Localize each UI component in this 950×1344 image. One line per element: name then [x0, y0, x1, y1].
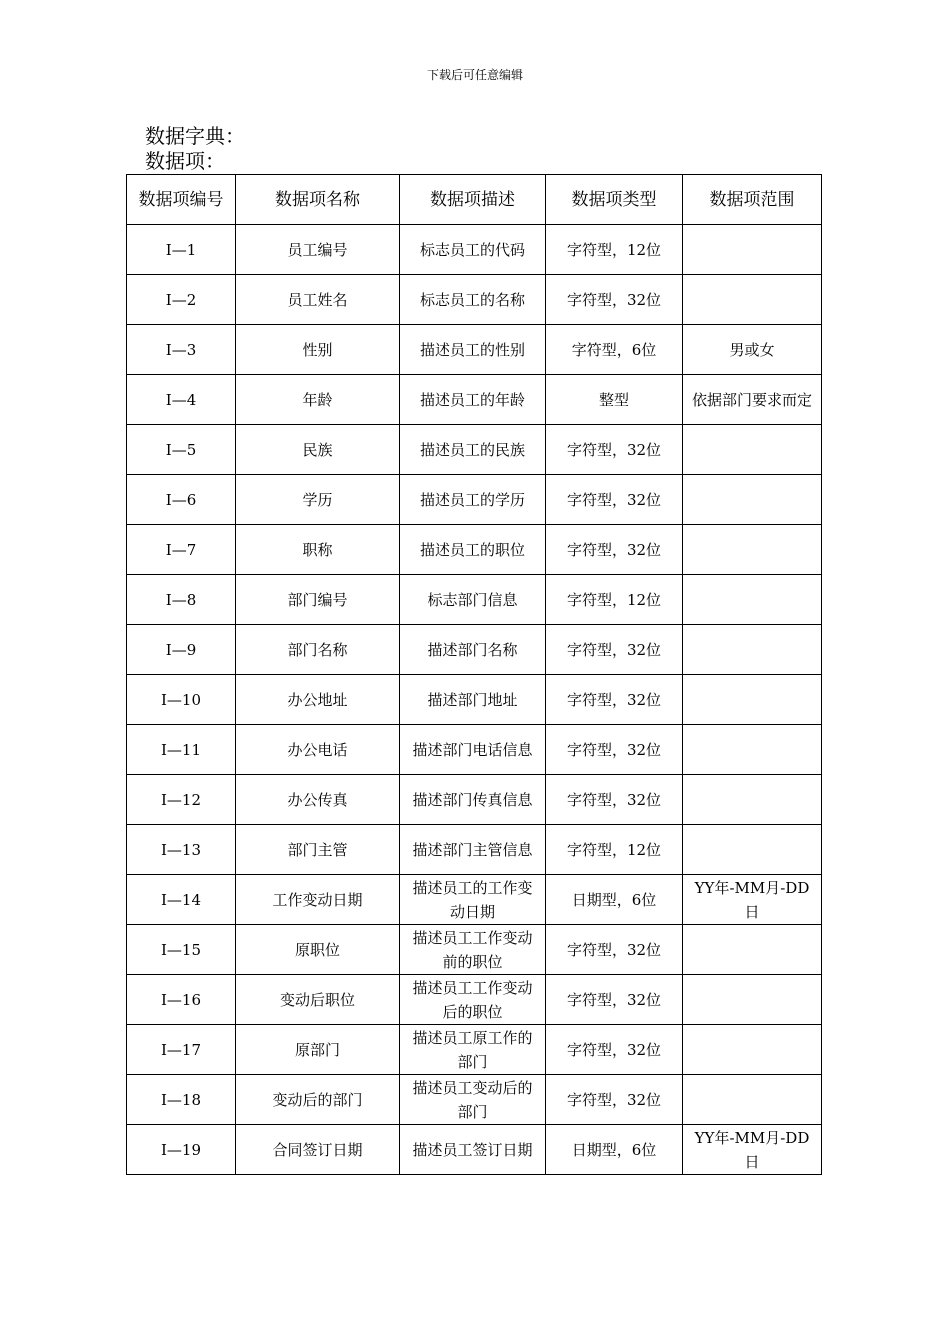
table-cell: 描述员工的职位 [400, 525, 546, 575]
table-row [127, 1025, 822, 1075]
table-cell [683, 1025, 822, 1075]
table-cell: 部门名称 [236, 625, 400, 675]
table-cell: 日期型，6位 [546, 875, 683, 925]
table-cell: 字符型，32位 [546, 775, 683, 825]
table-cell: 标志员工的名称 [400, 275, 546, 325]
table-cell: I—3 [127, 325, 236, 375]
table-cell [683, 675, 822, 725]
table-cell: I—16 [127, 975, 236, 1025]
table-header-row [127, 175, 822, 225]
table-row [127, 425, 822, 475]
table-cell: 原部门 [236, 1025, 400, 1075]
table-cell [683, 825, 822, 875]
data-dictionary-table [126, 174, 822, 1175]
table-cell: I—12 [127, 775, 236, 825]
table-cell: 办公地址 [236, 675, 400, 725]
table-cell: I—2 [127, 275, 236, 325]
table-cell: 描述员工的工作变动日期 [400, 875, 546, 925]
table-cell: I—9 [127, 625, 236, 675]
table-cell [683, 775, 822, 825]
table-cell [683, 725, 822, 775]
table-row [127, 1075, 822, 1125]
table-cell [683, 225, 822, 275]
table-cell: 描述员工变动后的部门 [400, 1075, 546, 1125]
table-cell: 部门编号 [236, 575, 400, 625]
table-cell: 字符型，32位 [546, 475, 683, 525]
table-row [127, 775, 822, 825]
table-cell: 字符型，32位 [546, 425, 683, 475]
header-cell: 数据项类型 [546, 175, 683, 225]
table-cell: 整型 [546, 375, 683, 425]
table-cell: 标志员工的代码 [400, 225, 546, 275]
table-cell: 字符型，32位 [546, 975, 683, 1025]
table-row [127, 325, 822, 375]
table-cell: YY年-MM月-DD日 [683, 1125, 822, 1175]
table-cell: 变动后的部门 [236, 1075, 400, 1125]
table-cell: I—10 [127, 675, 236, 725]
table-cell: 男或女 [683, 325, 822, 375]
table-cell [683, 575, 822, 625]
table-row [127, 1125, 822, 1175]
table-cell: 描述员工的学历 [400, 475, 546, 525]
table-cell: I—5 [127, 425, 236, 475]
table-row [127, 225, 822, 275]
table-cell: 描述员工的性别 [400, 325, 546, 375]
table-cell: 职称 [236, 525, 400, 575]
table-cell: 描述员工原工作的部门 [400, 1025, 546, 1075]
table-cell: 字符型，12位 [546, 825, 683, 875]
table-cell: I—8 [127, 575, 236, 625]
table-cell: 日期型，6位 [546, 1125, 683, 1175]
table-cell: I—19 [127, 1125, 236, 1175]
table-cell: I—4 [127, 375, 236, 425]
table-cell: 字符型，32位 [546, 275, 683, 325]
table-cell: 描述部门名称 [400, 625, 546, 675]
table-cell [683, 975, 822, 1025]
table-cell: I—18 [127, 1075, 236, 1125]
table-cell: 描述部门传真信息 [400, 775, 546, 825]
table-cell: 描述部门主管信息 [400, 825, 546, 875]
table-cell: 性别 [236, 325, 400, 375]
table-row [127, 375, 822, 425]
table-row [127, 275, 822, 325]
table-cell: 字符型，12位 [546, 575, 683, 625]
table-cell: 字符型，6位 [546, 325, 683, 375]
table-cell: 字符型，12位 [546, 225, 683, 275]
table-cell [683, 1075, 822, 1125]
table-cell: YY年-MM月-DD日 [683, 875, 822, 925]
table-row [127, 825, 822, 875]
table-cell: 合同签订日期 [236, 1125, 400, 1175]
table-row [127, 575, 822, 625]
table-cell: 办公传真 [236, 775, 400, 825]
table-row [127, 675, 822, 725]
table-cell [683, 425, 822, 475]
table-cell: 员工姓名 [236, 275, 400, 325]
table-cell: I—1 [127, 225, 236, 275]
table-cell: 标志部门信息 [400, 575, 546, 625]
table-cell: 依据部门要求而定 [683, 375, 822, 425]
table-cell: 工作变动日期 [236, 875, 400, 925]
table-cell: 学历 [236, 475, 400, 525]
header-cell: 数据项名称 [236, 175, 400, 225]
table-cell: 描述部门电话信息 [400, 725, 546, 775]
table-cell: I—7 [127, 525, 236, 575]
header-cell: 数据项描述 [400, 175, 546, 225]
header-cell: 数据项范围 [683, 175, 822, 225]
table-cell: I—17 [127, 1025, 236, 1075]
table-row [127, 875, 822, 925]
table-cell: 字符型，32位 [546, 1025, 683, 1075]
table-cell [683, 525, 822, 575]
table-row [127, 625, 822, 675]
table-cell: 变动后职位 [236, 975, 400, 1025]
table-cell: 描述员工签订日期 [400, 1125, 546, 1175]
table-cell: 描述部门地址 [400, 675, 546, 725]
doc-title: 数据字典： [145, 124, 245, 148]
table-cell: 描述员工工作变动后的职位 [400, 975, 546, 1025]
section-title: 数据项： [145, 149, 225, 173]
header-note: 下载后可任意编辑 [426, 68, 523, 82]
table-cell: I—14 [127, 875, 236, 925]
table-cell [683, 625, 822, 675]
table-cell [683, 925, 822, 975]
table-cell: 原职位 [236, 925, 400, 975]
header-cell: 数据项编号 [127, 175, 236, 225]
table-row [127, 475, 822, 525]
table-cell: 字符型，32位 [546, 675, 683, 725]
table-cell: 部门主管 [236, 825, 400, 875]
table-cell: 年龄 [236, 375, 400, 425]
table-cell: 描述员工的民族 [400, 425, 546, 475]
table-cell: 字符型，32位 [546, 725, 683, 775]
table-cell: 描述员工工作变动前的职位 [400, 925, 546, 975]
table-cell [683, 275, 822, 325]
table-row [127, 975, 822, 1025]
table-cell [683, 475, 822, 525]
table-row [127, 725, 822, 775]
table-cell: 字符型，32位 [546, 1075, 683, 1125]
table-cell: I—15 [127, 925, 236, 975]
table-cell: 民族 [236, 425, 400, 475]
table-cell: I—11 [127, 725, 236, 775]
table-row [127, 525, 822, 575]
table-cell: 办公电话 [236, 725, 400, 775]
table-cell: 员工编号 [236, 225, 400, 275]
table-row [127, 925, 822, 975]
table-cell: 字符型，32位 [546, 925, 683, 975]
table-cell: 字符型，32位 [546, 525, 683, 575]
table-cell: 字符型，32位 [546, 625, 683, 675]
table-cell: 描述员工的年龄 [400, 375, 546, 425]
table-cell: I—13 [127, 825, 236, 875]
table-cell: I—6 [127, 475, 236, 525]
